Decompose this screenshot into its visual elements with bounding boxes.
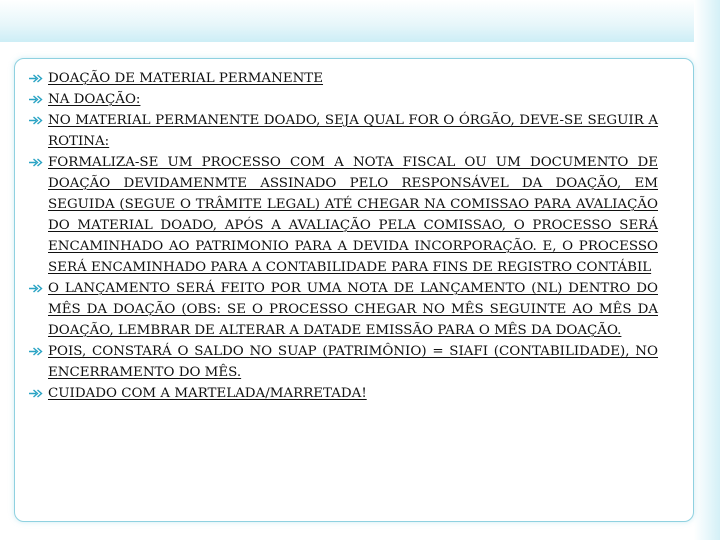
list-item <box>28 383 658 404</box>
item-text: O LANÇAMENTO SERÁ FEITO POR UMA NOTA DE LANÇAMENTO (NL) DENTRO DO MÊS DA DOAÇÃO (OBS: SE O PROCESSO CHEGAR NO MÊS SEGUINTE AO MÊS DA DOAÇÃO, LEMBRAR DE ALTERAR A DATADE EMISSÃO PARA O MÊS DA DOAÇÃO. <box>48 281 658 338</box>
bullet-arrow-icon <box>28 74 43 83</box>
bullet-arrow-icon <box>28 116 43 125</box>
item-text: NA DOAÇÃO: <box>48 92 141 107</box>
item-text: NO MATERIAL PERMANENTE DOADO, SEJA QUAL FOR O ÓRGÃO, DEVE-SE SEGUIR A ROTINA: <box>48 113 658 149</box>
bullet-arrow-icon <box>28 389 43 398</box>
list-item <box>28 68 658 89</box>
list-item <box>28 89 658 110</box>
list-item <box>28 152 658 278</box>
list-item <box>28 341 658 383</box>
item-text: CUIDADO COM A MARTELADA/MARRETADA! <box>48 386 367 401</box>
bullet-arrow-icon <box>28 95 43 104</box>
item-text: FORMALIZA-SE UM PROCESSO COM A NOTA FISCAL OU UM DOCUMENTO DE DOAÇÃO DEVIDAMENMTE ASSINADO PELO RESPONSÁVEL DA DOAÇÃO, EM SEGUIDA (SEGUE O TRÂMITE LEGAL) ATÉ CHEGAR NA COMISSAO PARA AVALIAÇÃO DO MATERIAL DOADO, APÓS A AVALIAÇÃO PELA COMISSAO, O PROCESSO SERÁ ENCAMINHADO AO PATRIMONIO PARA A DEVIDA INCORPORAÇÃO. E, O PROCESSO SERÁ ENCAMINHADO PARA A CONTABILIDADE PARA FINS DE REGISTRO CONTÁBIL <box>48 155 658 275</box>
bullet-list <box>28 68 658 404</box>
bullet-arrow-icon <box>28 158 43 167</box>
decorative-top-band <box>0 0 720 42</box>
bullet-arrow-icon <box>28 284 43 293</box>
decorative-right-band <box>694 0 720 540</box>
bullet-arrow-icon <box>28 347 43 356</box>
item-text: DOAÇÃO DE MATERIAL PERMANENTE <box>48 71 324 86</box>
list-item <box>28 278 658 341</box>
item-text: POIS, CONSTARÁ O SALDO NO SUAP (PATRIMÔNIO) = SIAFI (CONTABILIDADE), NO ENCERRAMENTO DO MÊS. <box>48 344 658 380</box>
list-item <box>28 110 658 152</box>
